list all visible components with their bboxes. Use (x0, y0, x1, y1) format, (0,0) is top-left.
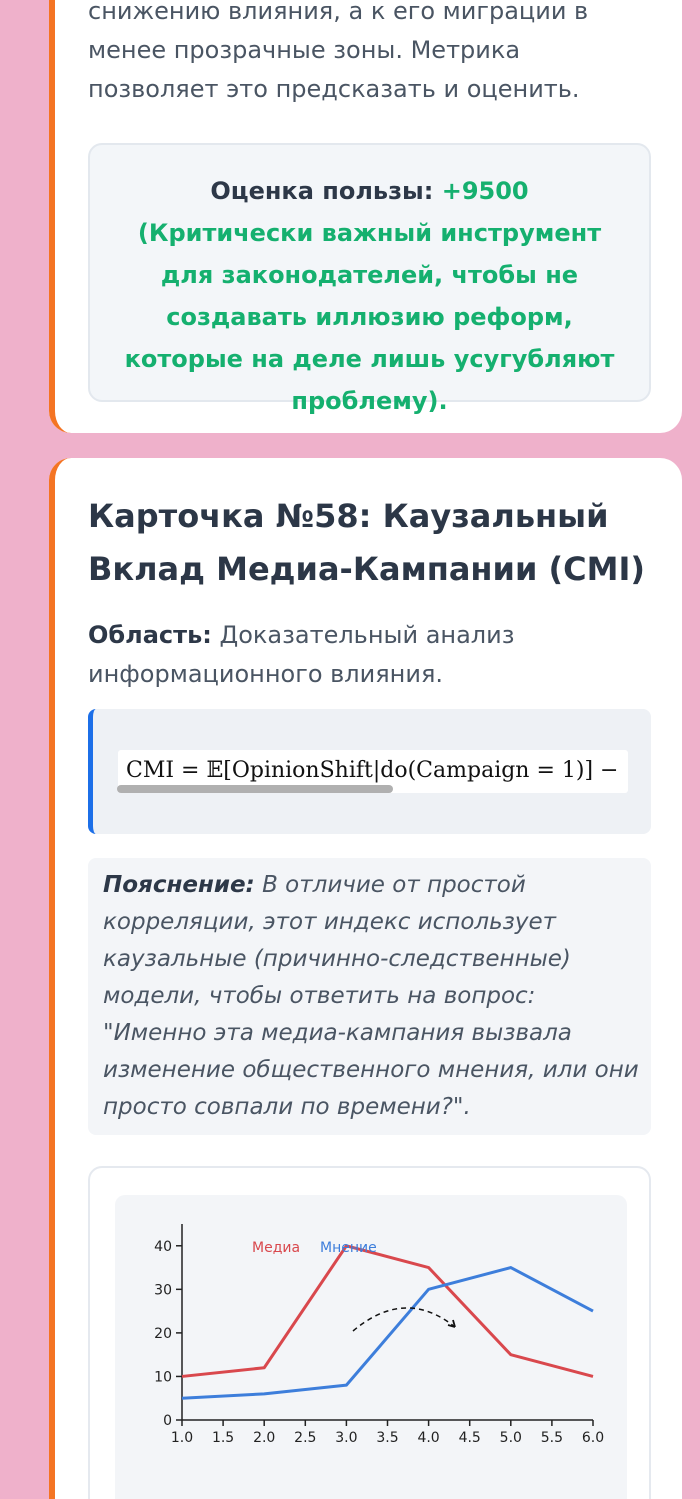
formula: CMI = 𝔼[OpinionShift|do(Campaign = 1)] − (118, 750, 628, 793)
body-line: позволяет это предсказать и оценить. (88, 75, 580, 103)
x-tick-label: 2.0 (253, 1430, 276, 1446)
note-text (103, 867, 643, 1126)
x-tick-label: 4.0 (417, 1430, 440, 1446)
card-title: Карточка №58: Каузальный Вклад Медиа-Кампании (CMI) (88, 497, 645, 588)
legend-label: Медиа (252, 1240, 301, 1256)
benefit-value: +9500 (Критически важный инструмент для законодателей, чтобы не создавать иллюзию реформ, которые на деле лишь усугубляют проблему). (124, 177, 615, 415)
area-text (88, 616, 658, 694)
y-tick-label: 40 (154, 1238, 172, 1255)
formula-scrollbar[interactable] (117, 785, 393, 793)
x-tick-label: 6.0 (581, 1430, 605, 1446)
series-line-opinion (182, 1268, 593, 1399)
x-tick-label: 2.5 (294, 1430, 317, 1446)
x-tick-label: 1.0 (170, 1430, 194, 1446)
y-tick-label: 30 (154, 1282, 172, 1299)
body-line: менее прозрачные зоны. Метрика (88, 36, 521, 64)
x-tick-label: 5.5 (540, 1430, 564, 1446)
formula-box (88, 709, 651, 834)
benefit-box (88, 143, 651, 415)
y-tick-label: 10 (154, 1369, 172, 1386)
note-label: Пояснение: (103, 872, 255, 898)
y-tick-label: 20 (154, 1325, 172, 1342)
legend-label: Мнение (320, 1240, 377, 1256)
x-tick-label: 1.5 (211, 1430, 235, 1446)
benefit-label: Оценка пользы: (210, 177, 434, 205)
x-tick-label: 3.5 (376, 1430, 399, 1446)
chart-container (88, 1166, 651, 1499)
note-value: В отличие от простой корреляции, этот индекс использует каузальные (причинно-следственные) модели, чтобы ответить на вопрос: "Именно эта медиа-кампания вызвала изменение общественного мнения, или они просто совпали по времени?". (103, 872, 639, 1120)
annotation-arrowhead (448, 1320, 455, 1327)
y-tick-label: 0 (163, 1413, 172, 1429)
card-body-text (88, 0, 648, 109)
x-tick-label: 5.0 (499, 1430, 522, 1446)
area-label: Область: (88, 621, 212, 649)
body-line: снижению влияния, а к его миграции в (88, 0, 589, 25)
line-chart (115, 1195, 627, 1499)
x-tick-label: 4.5 (458, 1430, 481, 1446)
benefit-text (120, 170, 619, 422)
chart-panel (115, 1195, 627, 1499)
area-value: Доказательный анализ информационного влияния. (88, 621, 515, 688)
x-tick-label: 3.0 (335, 1430, 358, 1446)
note-box (88, 858, 651, 1135)
